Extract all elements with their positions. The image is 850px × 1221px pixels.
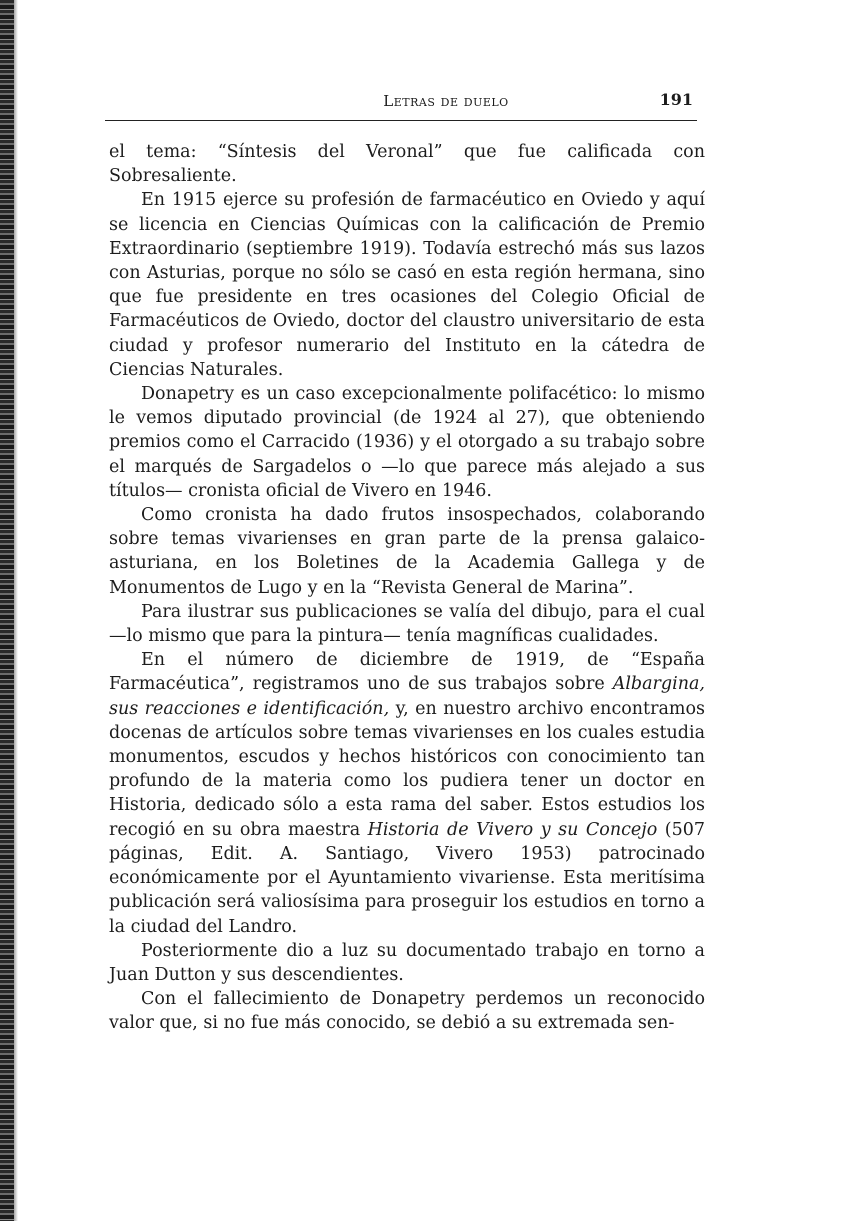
paragraph-text: (507 páginas, Edit. A. Santiago, Vivero 1953) patrocinado económicamente por el Ayuntamiento vivariense. Esta meritísima publicación será valiosísima para proseguir los estudios en torno a la ciudad del Landro. — [109, 819, 705, 937]
page-number: 191 — [659, 90, 693, 109]
paragraph: Donapetry es un caso excepcionalmente polifacético: lo mismo le vemos diputado provincial (de 1924 al 27), que obteniendo premios como el Carracido (1936) y el otorgado a su trabajo sobre el marqués de Sargadelos o —lo que parece más alejado a sus títulos— cronista oficial de Vivero en 1946. — [109, 384, 705, 501]
article-title: Albargina, sus reacciones e identificación, — [109, 674, 705, 719]
body-text — [109, 140, 705, 1036]
paragraph: el tema: “Síntesis del Veronal” que fue calificada con Sobresaliente. — [109, 142, 705, 187]
running-title: Letras de duelo — [383, 92, 509, 110]
book-title: Historia de Vivero y su Concejo — [367, 819, 658, 840]
paragraph: Como cronista ha dado frutos insospechados, colaborando sobre temas vivarienses en gran parte de la prensa galaico-asturiana, en los Boletines de la Academia Gallega y de Monumentos de Lugo y en la “Revista General de Marina”. — [109, 505, 705, 598]
paragraph: En 1915 ejerce su profesión de farmacéutico en Oviedo y aquí se licencia en Ciencias Químicas con la calificación de Premio Extraordinario (septiembre 1919). Todavía estrechó más sus lazos con Asturias, porque no sólo se casó en esta región hermana, sino que fue presidente en tres ocasiones del Colegio Oficial de Farmacéuticos de Oviedo, doctor del claustro universitario de esta ciudad y profesor numerario del Instituto en la cátedra de Ciencias Naturales. — [109, 190, 705, 380]
paragraph — [109, 648, 705, 938]
paragraph: Con el fallecimiento de Donapetry perdemos un reconocido valor que, si no fue más conocido, se debió a su extremada sen- — [109, 989, 705, 1034]
page-header — [105, 86, 697, 121]
book-binding-edge — [0, 0, 14, 1221]
paragraph: Posteriormente dio a luz su documentado trabajo en torno a Juan Dutton y sus descendientes. — [109, 940, 705, 985]
paragraph: Para ilustrar sus publicaciones se valía del dibujo, para el cual —lo mismo que para la pintura— tenía magníficas cualidades. — [109, 601, 705, 647]
paragraph-text: y, en nuestro archivo encontramos docenas de artículos sobre temas vivarienses en los cuales estudia monumentos, escudos y hechos históricos con conocimiento tan profundo de la materia como los pudiera tener un doctor en Historia, dedicado sólo a esta rama del saber. Estos estudios los recogió en su obra maestra — [109, 698, 705, 840]
paragraph-text: En el número de diciembre de 1919, de “España Farmacéutica”, registramos uno de sus trabajos sobre — [109, 650, 705, 695]
